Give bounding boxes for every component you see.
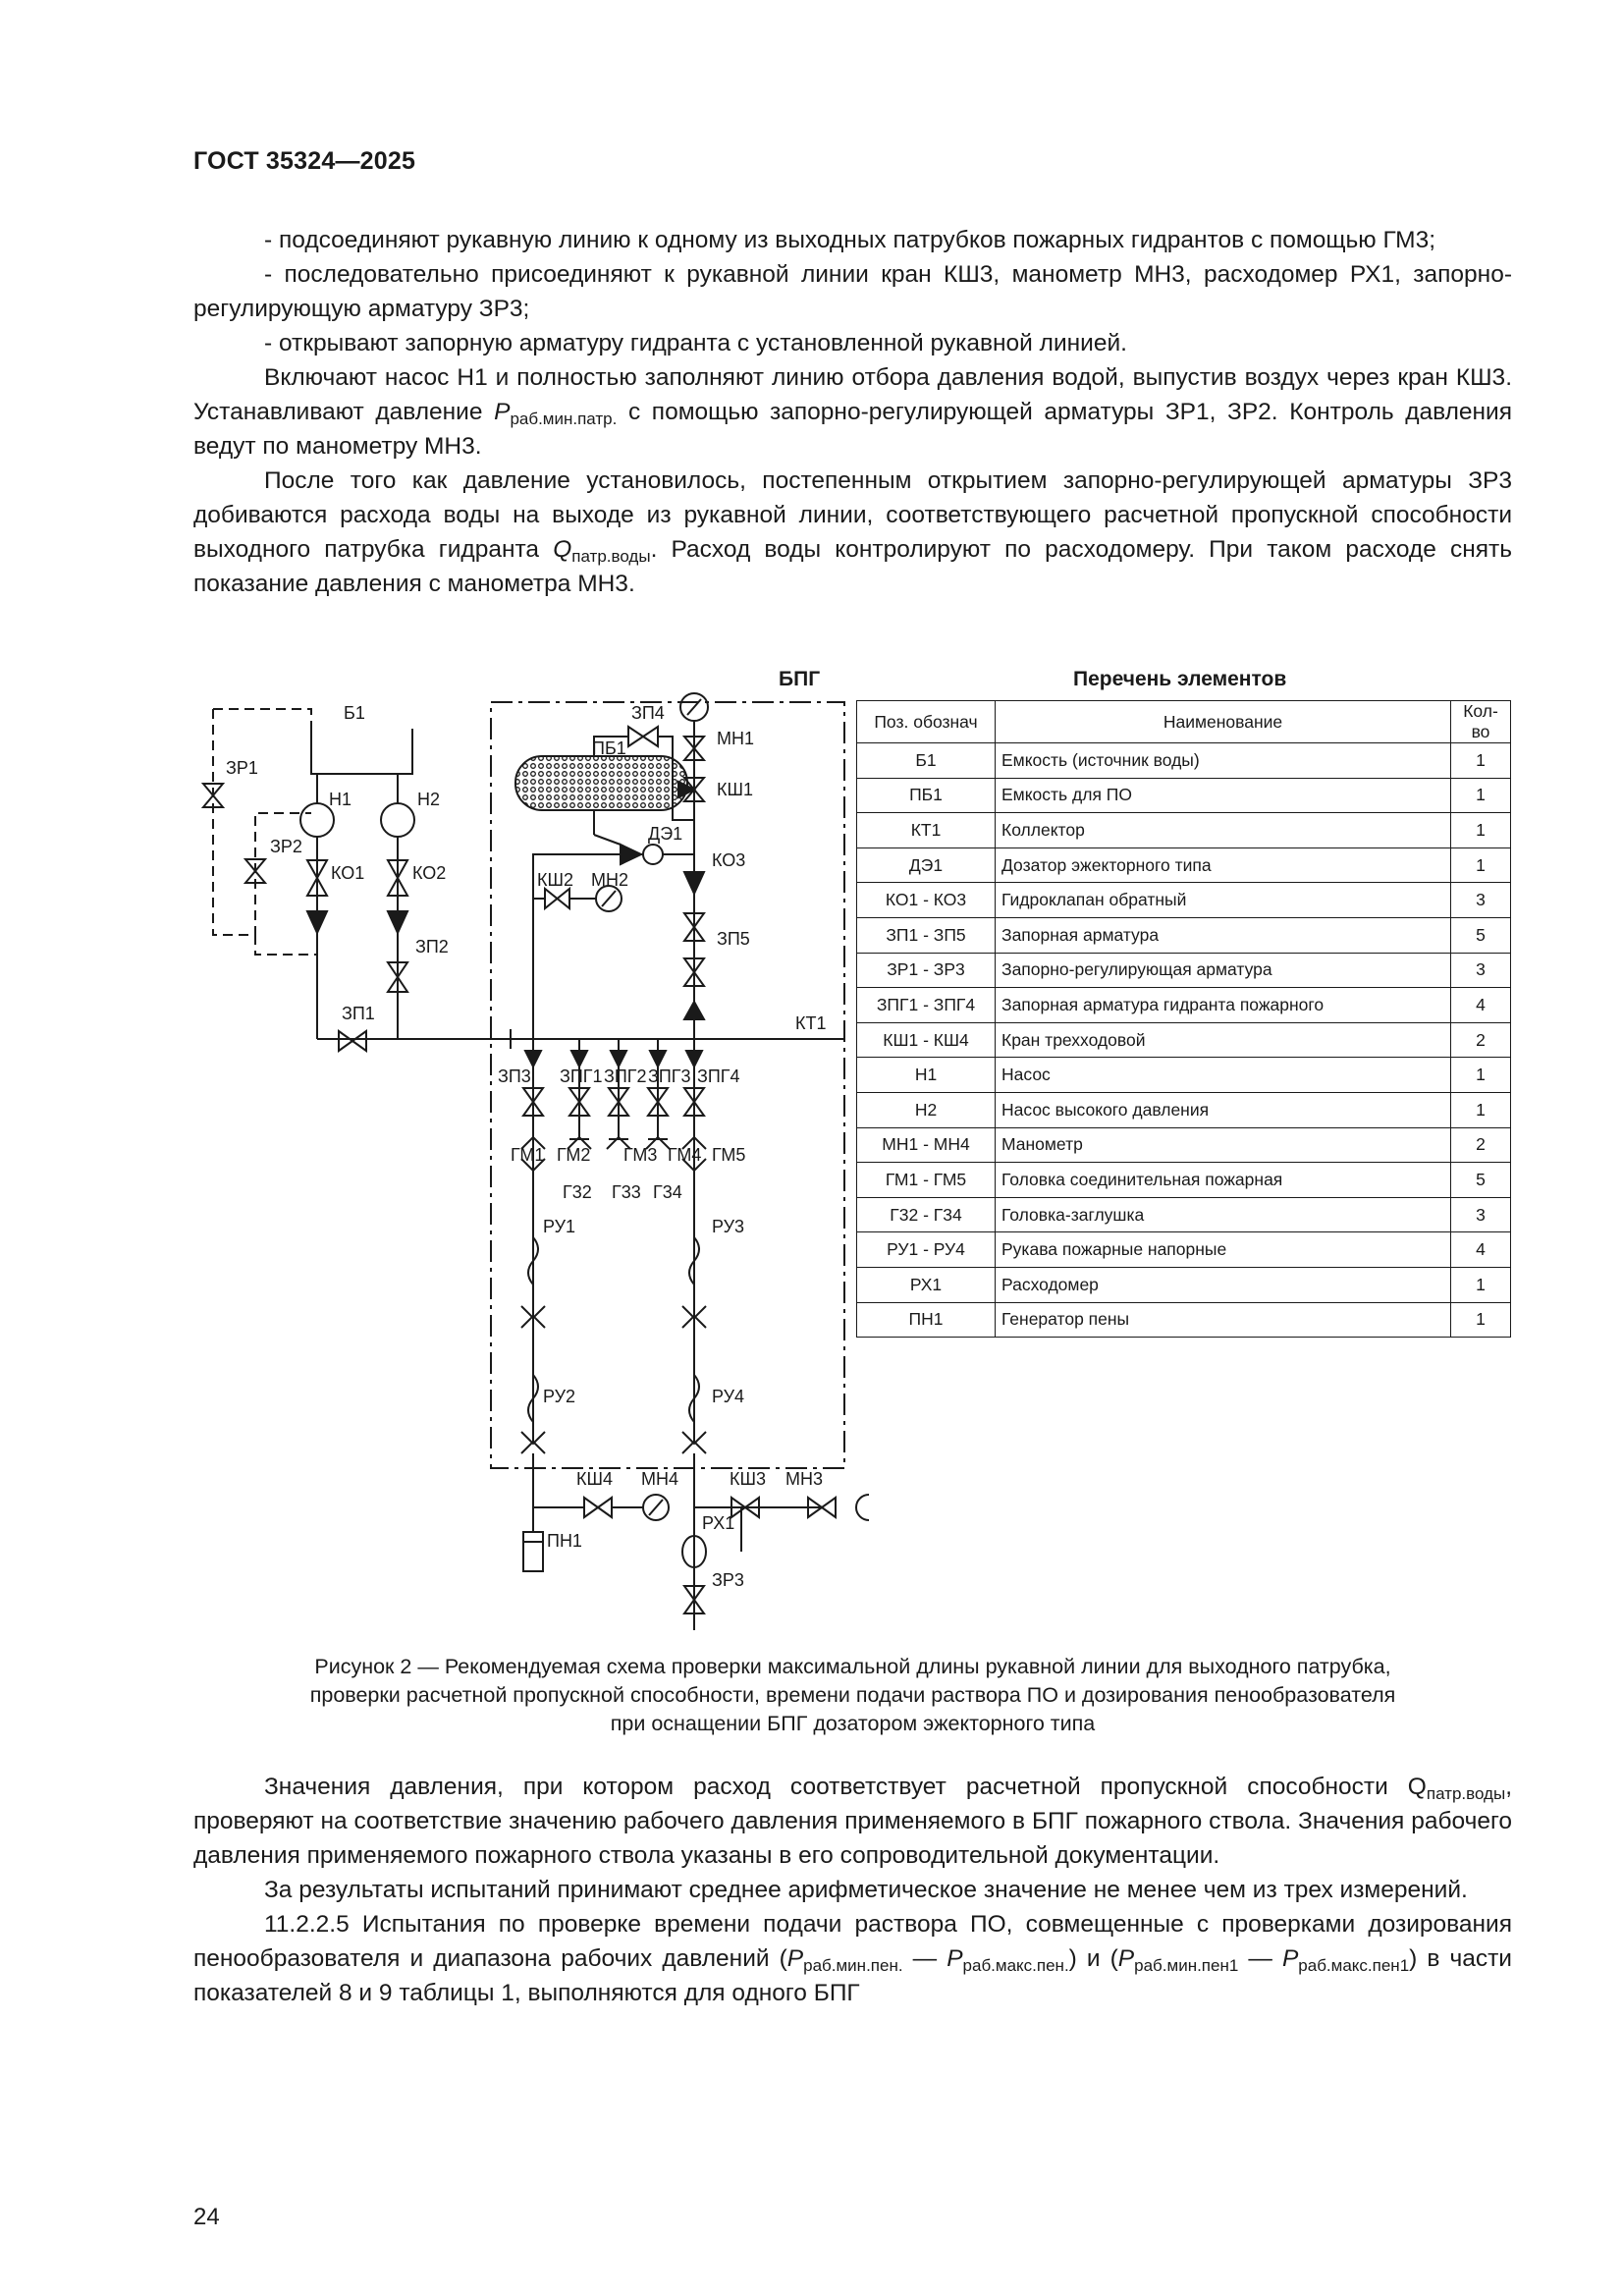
cell-pos: ЗР1 - ЗР3 [857,953,996,988]
cell-pos: ПБ1 [857,778,996,813]
elements-table-header [857,701,1511,743]
label-zp1: ЗП1 [342,1004,375,1023]
label-gm2: ГМ2 [557,1145,591,1165]
label-ko1: КО1 [331,863,365,883]
cell-name: Емкость (источник воды) [996,743,1451,779]
label-zpg2: ЗПГ2 [604,1066,647,1086]
label-zp3: ЗП3 [498,1066,531,1086]
cell-name: Запорно-регулирующая арматура [996,953,1451,988]
bottom-paragraph: 11.2.2.5 Испытания по проверке времени подачи раствора ПО, совмещенные с проверками дозирования пенообразователя и диапазона рабочих давлений ($Р_{раб.мин.пен.}$ — $Р_{раб.макс.пен.}$) и ($Р_{раб.мин.пен1}$ — $Р_{раб.макс.пен1}$) в части показателей 8 и 9 таблицы 1, выполняются для одного БПГ [193,1911,1512,2006]
table-row [857,1267,1511,1302]
cell-qty: 1 [1451,778,1511,813]
document-header: ГОСТ 35324—2025 [193,147,416,175]
ejector-de1-shape [643,845,663,864]
table-row [857,953,1511,988]
top-paragraph: - последовательно присоединяют к рукавной линии кран КШ3, манометр МН3, расходомер РХ1, запорно-регулирующую арматуру ЗР3; [193,261,1512,322]
table-row [857,778,1511,813]
cell-qty: 2 [1451,1022,1511,1058]
cell-qty: 1 [1451,1092,1511,1127]
cell-qty: 1 [1451,1267,1511,1302]
bottom-paragraph: За результаты испытаний принимают среднее арифметическое значение не менее чем из трех измерений. [264,1877,1468,1903]
pump-n2-shape [381,803,414,837]
cell-qty: 1 [1451,1302,1511,1338]
cell-qty: 1 [1451,743,1511,779]
table-row [857,1058,1511,1093]
cell-name: Головка соединительная пожарная [996,1163,1451,1198]
label-ko2: КО2 [412,863,447,883]
cell-name: Запорная арматура [996,917,1451,953]
cell-pos: РУ1 - РУ4 [857,1232,996,1268]
label-ru2: РУ2 [543,1387,576,1406]
label-pn1: ПН1 [547,1531,582,1551]
label-mn2: МН2 [591,870,629,890]
label-zp4: ЗП4 [631,703,665,723]
cell-name: Кран трехходовой [996,1022,1451,1058]
cell-pos: РХ1 [857,1267,996,1302]
label-gm5: ГМ5 [712,1145,746,1165]
cell-qty: 4 [1451,1232,1511,1268]
label-zpg4: ЗПГ4 [697,1066,740,1086]
label-zpg1: ЗПГ1 [560,1066,603,1086]
label-ksh2: КШ2 [537,870,573,890]
check-ko1-shape [307,911,327,933]
label-gm3: ГМ3 [623,1145,658,1165]
label-ko3: КО3 [712,850,746,870]
table-row [857,917,1511,953]
table-row [857,1302,1511,1338]
cell-name: Насос высокого давления [996,1092,1451,1127]
cell-name: Емкость для ПО [996,778,1451,813]
check-ko2-shape [388,911,407,933]
valve-ksh4-shape [584,1498,612,1517]
cell-pos: ПН1 [857,1302,996,1338]
label-n2: Н2 [417,790,441,809]
header-pos: Поз. обознач [857,701,996,743]
top-paragraph: После того как давление установилось, постепенным открытием запорно-регулирующей арматуры ЗР3 добиваются расхода воды на выходе из рукавной линии, соответствующего расчетной пропускной способности выходного патрубка гидранта $Q_{патр.воды}$. Расход воды контролируют по расходомеру. При таком расходе снять показание давления с манометра МН3. [193,467,1512,597]
label-zr3: ЗР3 [712,1570,744,1590]
cell-qty: 4 [1451,988,1511,1023]
table-row [857,883,1511,918]
header-qty: Кол-во [1451,701,1511,743]
cell-name: Дозатор эжекторного типа [996,847,1451,883]
elements-table [856,700,1511,1338]
figure-caption [193,1653,1512,1738]
label-zpg3: ЗПГ3 [648,1066,691,1086]
top-text-block [193,223,1512,601]
label-pb1: ПБ1 [592,738,626,758]
cell-qty: 2 [1451,1127,1511,1163]
label-gm1: ГМ1 [511,1145,545,1165]
tank-b1-shape [311,729,412,774]
label-zr1: ЗР1 [226,758,258,778]
label-mn3: МН3 [785,1469,824,1489]
cell-pos: ЗПГ1 - ЗПГ4 [857,988,996,1023]
cell-name: Гидроклапан обратный [996,883,1451,918]
table-row [857,1022,1511,1058]
cell-name: Насос [996,1058,1451,1093]
cell-name: Манометр [996,1127,1451,1163]
label-ksh3: КШ3 [730,1469,766,1489]
top-paragraph: - подсоединяют рукавную линию к одному из выходных патрубков пожарных гидрантов с помощью ГМ3; [264,227,1436,253]
cell-qty: 1 [1451,1058,1511,1093]
label-zr2: ЗР2 [270,837,302,856]
header-name: Наименование [996,701,1451,743]
table-row [857,1092,1511,1127]
table-row [857,1197,1511,1232]
scheme-svg [191,668,869,1640]
cell-pos: ГМ1 - ГМ5 [857,1163,996,1198]
foam-generator-pn1-shape [523,1532,543,1571]
cell-pos: ДЭ1 [857,847,996,883]
cell-qty: 1 [1451,813,1511,848]
label-mn1: МН1 [717,729,755,748]
label-b1: Б1 [344,703,365,723]
cell-pos: Н2 [857,1092,996,1127]
top-paragraph: Включают насос Н1 и полностью заполняют линию отбора давления водой, выпустив воздух через кран КШ3. Устанавливают давление $Р_{раб.мин.патр.}$ с помощью запорно-регулирующей арматуры ЗР1, ЗР2. Контроль давления ведут по манометру МН3. [193,364,1512,460]
cell-pos: КО1 - КО3 [857,883,996,918]
table-row [857,1232,1511,1268]
label-ru3: РУ3 [712,1217,745,1236]
table-row [857,743,1511,779]
hydraulic-scheme-diagram [191,668,869,1640]
cell-name: Головка-заглушка [996,1197,1451,1232]
cell-qty: 3 [1451,1197,1511,1232]
cell-pos: Г32 - Г34 [857,1197,996,1232]
page-number: 24 [193,2204,220,2230]
table-row [857,1127,1511,1163]
cell-pos: КШ1 - КШ4 [857,1022,996,1058]
elements-list-title: Перечень элементов [1073,668,1287,690]
label-ksh1: КШ1 [717,780,753,799]
cell-qty: 1 [1451,847,1511,883]
bpg-title: БПГ [779,668,821,690]
tank-pb1-shape [515,756,687,810]
table-row [857,988,1511,1023]
cell-qty: 5 [1451,1163,1511,1198]
cell-pos: Б1 [857,743,996,779]
label-mn4: МН4 [641,1469,679,1489]
valve-zp4-shape [628,727,658,746]
bottom-paragraph: Значения давления, при котором расход соответствует расчетной пропускной способности $Q_{патр.воды}$, проверяют на соответствие значению рабочего давления применяемого в БПГ пожарного ствола. Значения рабочего давления применяемого пожарного ствола указаны в его сопроводительной документации. [193,1774,1512,1869]
cell-pos: Н1 [857,1058,996,1093]
label-kt1: КТ1 [795,1013,827,1033]
label-ru4: РУ4 [712,1387,745,1406]
cell-name: Рукава пожарные напорные [996,1232,1451,1268]
bottom-text-block [193,1770,1512,2010]
table-row [857,847,1511,883]
label-de1: ДЭ1 [648,824,683,844]
cell-pos: МН1 - МН4 [857,1127,996,1163]
cell-name: Коллектор [996,813,1451,848]
cell-qty: 3 [1451,883,1511,918]
cell-pos: КТ1 [857,813,996,848]
label-g32: Г32 [563,1182,592,1202]
top-paragraph: - открывают запорную арматуру гидранта с установленной рукавной линией. [264,330,1127,356]
label-n1: Н1 [329,790,352,809]
cell-name: Генератор пены [996,1302,1451,1338]
label-zp5: ЗП5 [717,929,750,949]
table-row [857,1163,1511,1198]
label-zp2: ЗП2 [415,937,449,957]
label-ksh4: КШ4 [576,1469,613,1489]
bypass-line-dashed [213,709,311,935]
label-g33: Г33 [612,1182,641,1202]
cell-name: Запорная арматура гидранта пожарного [996,988,1451,1023]
gauge-mn3-shape [856,1495,869,1520]
label-g34: Г34 [653,1182,682,1202]
cell-pos: ЗП1 - ЗП5 [857,917,996,953]
cell-qty: 5 [1451,917,1511,953]
caption-line: при оснащении БПГ дозатором эжекторного типа [610,1712,1096,1735]
label-ru1: РУ1 [543,1217,576,1236]
caption-line: проверки расчетной пропускной способности, времени подачи раствора ПО и дозирования пенообразователя [309,1683,1396,1707]
valve-zp1-shape [339,1031,366,1051]
check-ko3-shape [684,872,704,894]
table-row [857,813,1511,848]
cell-qty: 3 [1451,953,1511,988]
label-rh1: РХ1 [702,1513,735,1533]
caption-line: Рисунок 2 — Рекомендуемая схема проверки максимальной длины рукавной линии для выходного патрубка, [314,1655,1391,1678]
cell-name: Расходомер [996,1267,1451,1302]
valve-ksh2-shape [545,889,569,908]
label-gm4: ГМ4 [668,1145,702,1165]
